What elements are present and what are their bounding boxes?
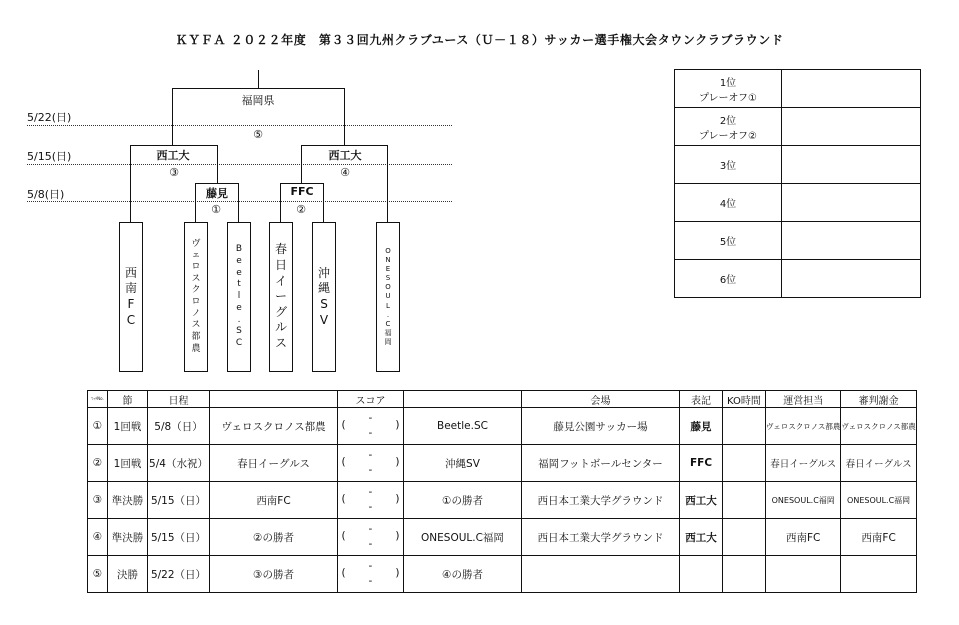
home-team: ヴェロスクロノス都農 <box>210 408 338 445</box>
home-team: ③の勝者 <box>210 556 338 593</box>
ranking-label: 6位 <box>675 260 782 298</box>
date-final: 5/22(日) <box>27 111 72 124</box>
venue-mark: 西工大 <box>680 519 723 556</box>
team-box-beetle-sc: B e e t l e . S C <box>227 222 251 372</box>
date: 5/8（日） <box>148 408 210 445</box>
ranking-row <box>675 260 921 298</box>
operator: 西南FC <box>766 519 841 556</box>
page-title: ＫＹＦＡ ２０２２年度 第３３回九州クラブユース（Ｕ－１８）サッカー選手権大会タウンクラブラウンド <box>175 33 784 47</box>
ranking-label: 3位 <box>675 146 782 184</box>
header-match-no: ﾏｯﾁNo. <box>88 391 108 408</box>
team-box-kasuga-eagles: 春 日 イ ー グ ル ス <box>269 222 293 372</box>
team-box-onesoul-c-fukuoka: O N E S O U L . C 福 岡 <box>376 222 400 372</box>
ranking-row <box>675 108 921 146</box>
home-team: 春日イーグルス <box>210 445 338 482</box>
schedule-row <box>88 519 917 556</box>
venue-mark <box>680 556 723 593</box>
date: 5/22（日） <box>148 556 210 593</box>
home-team: 西南FC <box>210 482 338 519</box>
header-round: 節 <box>108 391 148 408</box>
date: 5/15（日） <box>148 519 210 556</box>
ranking-value <box>782 70 921 108</box>
match-number-qf-left: ① <box>211 203 221 216</box>
header-home <box>210 391 338 408</box>
ranking-value <box>782 260 921 298</box>
semifinal-left-winner: 西工大 <box>148 147 198 163</box>
referee: ONESOUL.C福岡 <box>841 482 916 519</box>
ranking-label: 1位 プレーオフ① <box>675 70 782 108</box>
score: ( - - ) <box>338 482 404 519</box>
team-box-velos-kronos-tsuno: ヴ ェ ロ ス ク ロ ノ ス 都 農 <box>184 222 208 372</box>
ranking-table <box>674 69 921 298</box>
header-venue: 会場 <box>522 391 680 408</box>
ranking-row <box>675 70 921 108</box>
schedule-row <box>88 445 917 482</box>
team-box-seinan-fc: 西 南 F C <box>119 222 143 372</box>
score: ( - - ) <box>338 445 404 482</box>
operator: ヴェロスクロノス都農 <box>766 408 841 445</box>
schedule-row <box>88 482 917 519</box>
ko-time <box>723 556 766 593</box>
away-team: 沖縄SV <box>404 445 522 482</box>
venue <box>522 556 680 593</box>
match-number-semifinal-left: ③ <box>169 166 179 179</box>
score: ( - - ) <box>338 519 404 556</box>
ranking-label: 5位 <box>675 222 782 260</box>
operator <box>766 556 841 593</box>
referee: ヴェロスクロノス都農 <box>841 408 916 445</box>
region-label: 福岡県 <box>241 94 275 107</box>
referee <box>841 556 916 593</box>
match-number-final: ⑤ <box>253 128 263 141</box>
ko-time <box>723 519 766 556</box>
venue: 西日本工業大学グラウンド <box>522 519 680 556</box>
schedule-row <box>88 556 917 593</box>
header-score: スコア <box>338 391 404 408</box>
ranking-label: 2位 プレーオフ② <box>675 108 782 146</box>
header-referee: 審判謝金 <box>841 391 916 408</box>
away-team: ①の勝者 <box>404 482 522 519</box>
schedule-header-row <box>88 391 917 408</box>
date: 5/15（日） <box>148 482 210 519</box>
round: 1回戦 <box>108 408 148 445</box>
ranking-row <box>675 184 921 222</box>
semifinal-right-winner: 西工大 <box>320 147 370 163</box>
header-operator: 運営担当 <box>766 391 841 408</box>
header-away <box>404 391 522 408</box>
ranking-value <box>782 146 921 184</box>
score: ( - - ) <box>338 556 404 593</box>
date-line-first-round <box>27 201 452 202</box>
venue-mark: 西工大 <box>680 482 723 519</box>
schedule-table <box>87 390 917 593</box>
match-no: ① <box>88 408 108 445</box>
date-line-final <box>27 125 452 126</box>
date-first-round: 5/8(日) <box>27 188 65 201</box>
venue-mark: 藤見 <box>680 408 723 445</box>
qf-right-winner: FFC <box>285 185 319 198</box>
referee: 西南FC <box>841 519 916 556</box>
venue: 西日本工業大学グラウンド <box>522 482 680 519</box>
header-mark: 表記 <box>680 391 723 408</box>
date-semifinal: 5/15(日) <box>27 150 72 163</box>
referee: 春日イーグルス <box>841 445 916 482</box>
qf-left-winner: 藤見 <box>200 185 234 201</box>
home-team: ②の勝者 <box>210 519 338 556</box>
header-date: 日程 <box>148 391 210 408</box>
venue: 福岡フットボールセンター <box>522 445 680 482</box>
operator: ONESOUL.C福岡 <box>766 482 841 519</box>
score: ( - - ) <box>338 408 404 445</box>
ko-time <box>723 408 766 445</box>
match-number-qf-right: ② <box>296 203 306 216</box>
away-team: ONESOUL.C福岡 <box>404 519 522 556</box>
ranking-label: 4位 <box>675 184 782 222</box>
match-no: ④ <box>88 519 108 556</box>
match-no: ② <box>88 445 108 482</box>
away-team: Beetle.SC <box>404 408 522 445</box>
operator: 春日イーグルス <box>766 445 841 482</box>
venue-mark: FFC <box>680 445 723 482</box>
ko-time <box>723 445 766 482</box>
ranking-row <box>675 146 921 184</box>
round: 1回戦 <box>108 445 148 482</box>
ranking-row <box>675 222 921 260</box>
match-no: ⑤ <box>88 556 108 593</box>
ranking-value <box>782 222 921 260</box>
match-number-semifinal-right: ④ <box>340 166 350 179</box>
ko-time <box>723 482 766 519</box>
date: 5/4（水祝） <box>148 445 210 482</box>
round: 準決勝 <box>108 482 148 519</box>
venue: 藤見公園サッカー場 <box>522 408 680 445</box>
ranking-value <box>782 108 921 146</box>
schedule-row <box>88 408 917 445</box>
round: 決勝 <box>108 556 148 593</box>
match-no: ③ <box>88 482 108 519</box>
header-ko-time: KO時間 <box>723 391 766 408</box>
date-line-semifinal <box>27 164 452 165</box>
round: 準決勝 <box>108 519 148 556</box>
away-team: ④の勝者 <box>404 556 522 593</box>
team-box-okinawa-sv: 沖 縄 S V <box>312 222 336 372</box>
ranking-value <box>782 184 921 222</box>
